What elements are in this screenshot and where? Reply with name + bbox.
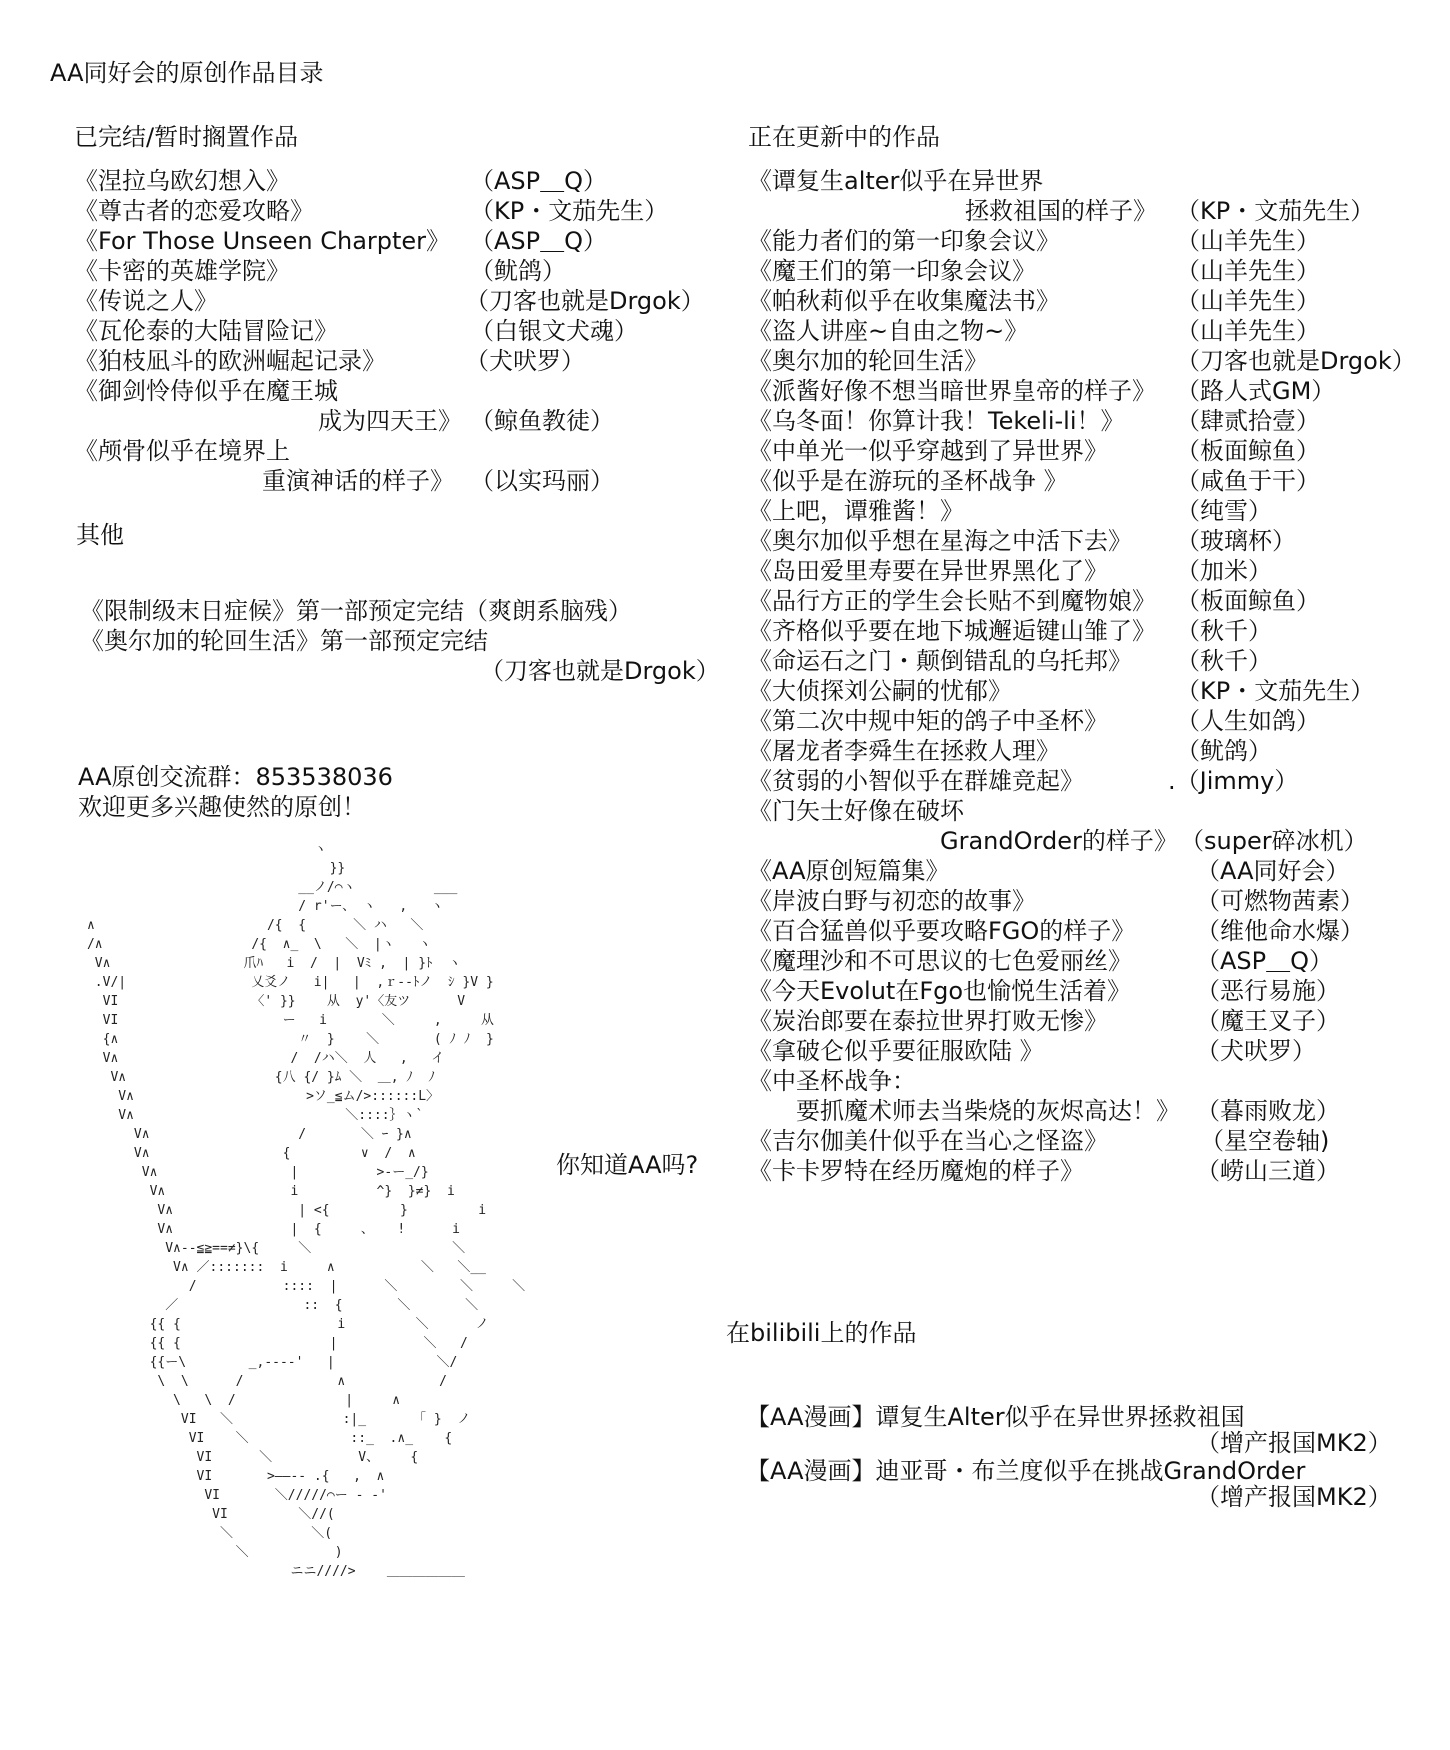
welcome-line: 欢迎更多兴趣使然的原创！ xyxy=(78,793,366,821)
list-item-author: （加米） xyxy=(1176,557,1272,585)
list-item-author: （人生如鸽） xyxy=(1176,707,1320,735)
other-line: 《限制级末日症候》第一部预定完结（爽朗系脑残） xyxy=(80,597,632,625)
list-item-title: 《派酱好像不想当暗世界皇帝的样子》 xyxy=(748,377,1156,405)
list-item-title: 《御剑怜侍似乎在魔王城 xyxy=(74,377,338,405)
list-item-title: 《能力者们的第一印象会议》 xyxy=(748,227,1060,255)
list-item-author: （super碎冰机） xyxy=(1180,827,1368,855)
list-item-title: 《品行方正的学生会长贴不到魔物娘》 xyxy=(748,587,1156,615)
list-item-title: 《中圣杯战争： xyxy=(748,1067,916,1095)
list-item-title: 《百合猛兽似乎要攻略FGO的样子》 xyxy=(748,917,1136,945)
list-item-author: （板面鲸鱼） xyxy=(1176,587,1320,615)
list-item-title: 《门矢士好像在破坏 xyxy=(748,797,964,825)
completed-heading: 已完结/暂时搁置作品 xyxy=(74,123,299,151)
updating-heading: 正在更新中的作品 xyxy=(748,123,940,151)
list-item-author: （肆贰拾壹） xyxy=(1176,407,1320,435)
list-item-author: （AA同好会） xyxy=(1196,857,1350,885)
list-item-author: （鱿鸽） xyxy=(470,257,566,285)
list-item-title: 《上吧，谭雅酱！》 xyxy=(748,497,964,525)
list-item-title: 《贫弱的小智似乎在群雄竞起》 xyxy=(748,767,1084,795)
list-item-title: 《吉尔伽美什似乎在当心之怪盗》 xyxy=(748,1127,1108,1155)
list-item-title: GrandOrder的样子》 xyxy=(940,827,1178,855)
list-item-title: 成为四天王》 xyxy=(318,407,462,435)
list-item-author: （山羊先生） xyxy=(1176,227,1320,255)
list-item-author: （星空卷轴) xyxy=(1200,1127,1330,1155)
list-item-author: （咸鱼于干） xyxy=(1176,467,1320,495)
list-item-title: 《谭复生alter似乎在异世界 xyxy=(748,167,1044,195)
list-item-author: （犬吠罗） xyxy=(465,347,585,375)
list-item-title: 要抓魔术师去当柴烧的灰烬高达！》 xyxy=(796,1097,1180,1125)
list-item-author: （KP・文茄先生） xyxy=(1176,677,1375,705)
ascii-art-figure: ヽ }} __ノ/⌒ヽ ___ / r'ー、 ヽ , ヽ ∧ /{ { ＼ ハ ＼ /∧ /{ ∧_ \ ＼ |ヽ ヽ V∧ 爪ﾊ i / | Vﾐ , | }ﾄ ヽ .V/| 乂爻ノ i| | ,ｒ‐‐ﾄノ ｼ }V } VI 〈' }} 从 y'〈友ツ V VI ー i ＼ , 从 {∧ 〃 } ＼ ( ﾉ ﾉ } V∧ / /ハ＼ 人 , イ V∧ {八 {/ }ﾑ ＼ ＿, ﾉ ﾉ V∧ >ソ_≦ム/>::::::L〉 V∧ ＼::::｝ヽ` V∧ / ＼ ｰ }∧ V∧ { ∨ / ∧ V∧ | >-ー_/} V∧ i ^} }≠} i V∧ | <{ } i V∧ | { 、 ! i V∧--≦≧==≠}\{ ＼ ＼ V∧ ／::::::: i ∧ ＼ ＼__ / :::: | ＼ ＼ ＼ ／ :: { ＼ ＼ {{ { i ＼ ノ {{ { | ＼ / {{ー\ _,---‐' | ＼/ \ \ / ∧ / \ \ / | ∧ VI ＼ :|_ 「 } ノ VI ＼ ::_ .∧_ { VI ＼ V、 { VI >――-‐ .{ , ∧ VI ＼/////⌒ー - -' VI ＼//( ＼ ＼( ＼ ) ニニ////> ＿＿＿＿＿＿ xyxy=(86,842,526,1579)
list-item-title: 《岸波白野与初恋的故事》 xyxy=(748,887,1036,915)
list-item-title: 《中单光一似乎穿越到了异世界》 xyxy=(748,437,1108,465)
list-item-author: （秋千） xyxy=(1176,617,1272,645)
list-item-author: （ASP＿Q） xyxy=(470,167,608,195)
list-item-title: 《乌冬面！你算计我！Tekeli-li！》 xyxy=(748,407,1125,435)
list-item-author: （暮雨败龙） xyxy=(1196,1097,1340,1125)
list-item-title: 《For Those Unseen Charpter》 xyxy=(74,227,451,255)
list-item-author: （崂山三道） xyxy=(1196,1157,1340,1185)
list-item-author: （山羊先生） xyxy=(1176,287,1320,315)
list-item-author: （KP・文茄先生） xyxy=(470,197,669,225)
list-item-title: 《命运石之门・颠倒错乱的乌托邦》 xyxy=(748,647,1132,675)
list-item-title: 《传说之人》 xyxy=(74,287,218,315)
list-item-title: 《奥尔加似乎想在星海之中活下去》 xyxy=(748,527,1132,555)
list-item-title: 《今天Evolut在Fgo也愉悦生活着》 xyxy=(748,977,1132,1005)
list-item-author: （鱿鸽） xyxy=(1176,737,1272,765)
list-item-title: 《尊古者的恋爱攻略》 xyxy=(74,197,314,225)
list-item-author: .（Jimmy） xyxy=(1168,767,1299,795)
page-title: AA同好会的原创作品目录 xyxy=(50,59,324,87)
list-item-author: （增产报国MK2） xyxy=(1196,1429,1392,1457)
list-item-title: 重演神话的样子》 xyxy=(262,467,454,495)
other-line: 《奥尔加的轮回生活》第一部预定完结 xyxy=(80,627,488,655)
list-item-title: 《魔王们的第一印象会议》 xyxy=(748,257,1036,285)
list-item-author: （刀客也就是Drgok） xyxy=(465,287,705,315)
list-item-title: 《拿破仑似乎要征服欧陆 》 xyxy=(748,1037,1044,1065)
list-item-author: （板面鲸鱼） xyxy=(1176,437,1320,465)
list-item-author: （玻璃杯） xyxy=(1176,527,1296,555)
list-item-author: （以实玛丽） xyxy=(470,467,614,495)
list-item-title: 《帕秋莉似乎在收集魔法书》 xyxy=(748,287,1060,315)
list-item-author: （秋千） xyxy=(1176,647,1272,675)
list-item-author: （可燃物茜素） xyxy=(1196,887,1364,915)
list-item-title: 《奥尔加的轮回生活》 xyxy=(748,347,988,375)
list-item-title: 《炭治郎要在泰拉世界打败无惨》 xyxy=(748,1007,1108,1035)
list-item-author: （犬吠罗） xyxy=(1196,1037,1316,1065)
list-item-author: （路人式GM） xyxy=(1176,377,1336,405)
list-item-author: （ASP＿Q） xyxy=(470,227,608,255)
list-item-author: （增产报国MK2） xyxy=(1196,1483,1392,1511)
group-line: AA原创交流群：853538036 xyxy=(78,763,393,791)
list-item-title: 《AA原创短篇集》 xyxy=(748,857,950,885)
list-item-title: 《屠龙者李舜生在拯救人理》 xyxy=(748,737,1060,765)
list-item-title: 《卡卡罗特在经历魔炮的样子》 xyxy=(748,1157,1084,1185)
list-item-title: 《大侦探刘公嗣的忧郁》 xyxy=(748,677,1012,705)
list-item-title: 【AA漫画】谭复生Alter似乎在异世界拯救祖国 xyxy=(746,1403,1245,1431)
list-item-title: 《第二次中规中矩的鸽子中圣杯》 xyxy=(748,707,1108,735)
art-caption: 你知道AA吗? xyxy=(556,1151,699,1179)
list-item-title: 《瓦伦泰的大陆冒险记》 xyxy=(74,317,338,345)
list-item-author: （ASP＿Q） xyxy=(1196,947,1334,975)
list-item-title: 《盗人讲座~自由之物~》 xyxy=(748,317,1029,345)
list-item-author: （魔王叉子） xyxy=(1196,1007,1340,1035)
list-item-author: （纯雪） xyxy=(1176,497,1272,525)
list-item-author: （维他命水爆） xyxy=(1196,917,1364,945)
list-item-author: （鲸鱼教徒） xyxy=(470,407,614,435)
list-item-author: （山羊先生） xyxy=(1176,257,1320,285)
bilibili-heading: 在bilibili上的作品 xyxy=(726,1319,917,1347)
list-item-author: （KP・文茄先生） xyxy=(1176,197,1375,225)
list-item-title: 拯救祖国的样子》 xyxy=(965,197,1157,225)
list-item-title: 【AA漫画】迪亚哥・布兰度似乎在挑战GrandOrder xyxy=(746,1457,1306,1485)
list-item-author: （白银文犬魂） xyxy=(470,317,638,345)
list-item-title: 《齐格似乎要在地下城邂逅键山雏了》 xyxy=(748,617,1156,645)
other-heading: 其他 xyxy=(76,521,124,549)
list-item-title: 《狛枝凪斗的欧洲崛起记录》 xyxy=(74,347,386,375)
list-item-title: 《涅拉乌欧幻想入》 xyxy=(74,167,290,195)
list-item-title: 《岛田爱里寿要在异世界黑化了》 xyxy=(748,557,1108,585)
list-item-title: 《卡密的英雄学院》 xyxy=(74,257,290,285)
list-item-title: 《颅骨似乎在境界上 xyxy=(74,437,290,465)
other-line: （刀客也就是Drgok） xyxy=(480,657,720,685)
list-item-title: 《似乎是在游玩的圣杯战争 》 xyxy=(748,467,1068,495)
list-item-title: 《魔理沙和不可思议的七色爱丽丝》 xyxy=(748,947,1132,975)
list-item-author: （恶行易施） xyxy=(1196,977,1340,1005)
list-item-author: （刀客也就是Drgok） xyxy=(1176,347,1416,375)
list-item-author: （山羊先生） xyxy=(1176,317,1320,345)
